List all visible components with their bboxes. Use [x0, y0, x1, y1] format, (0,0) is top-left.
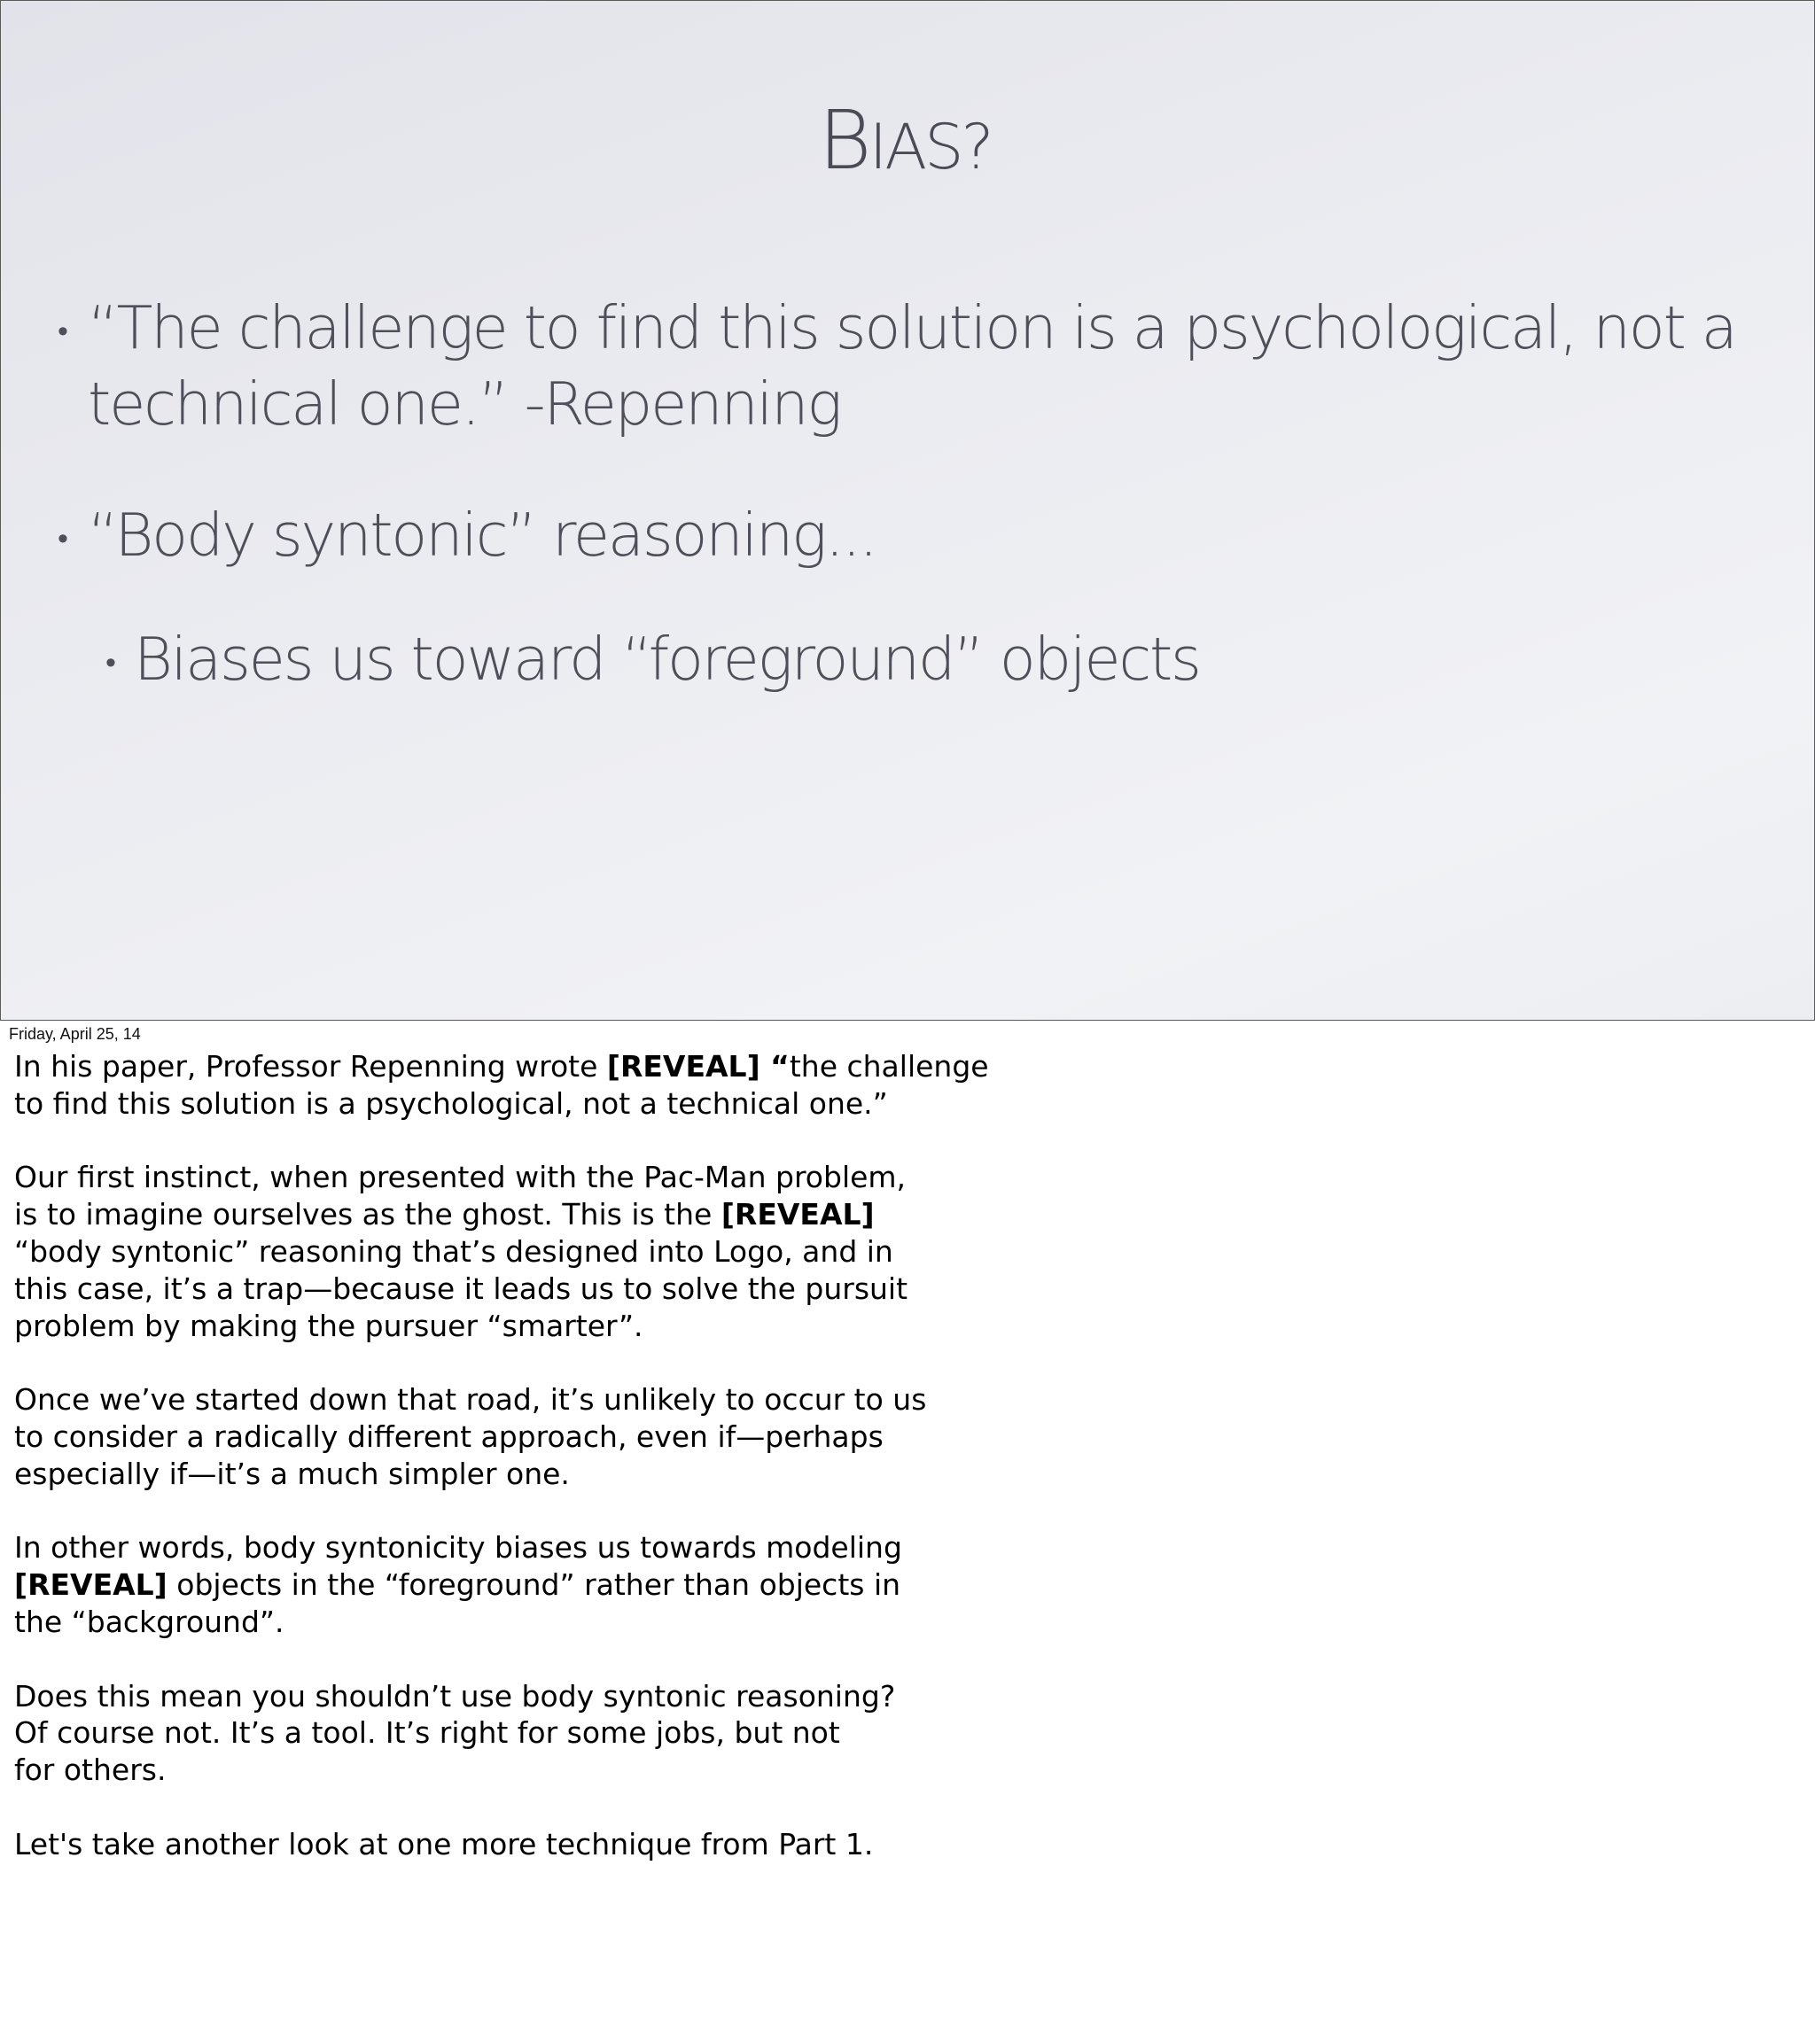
- bullet-dot-icon: •: [105, 645, 114, 680]
- slide-title-initial: B: [818, 93, 869, 188]
- slide-title: [0, 93, 1811, 188]
- reveal-marker: [REVEAL]: [721, 1197, 875, 1232]
- notes-paragraph: Does this mean you shouldn’t use body syntonic reasoning? Of course not. It’s a tool. It’s right for some jobs, but not for others.: [14, 1678, 896, 1788]
- notes-text: “body syntonic” reasoning that’s designed into Logo, and in this case, it’s a trap—because it leads us to solve the pursuit problem by making the pursuer “smarter”.: [14, 1233, 908, 1343]
- bullet-text: “Body syntonic” reasoning...: [88, 501, 876, 570]
- notes-paragraph: [14, 1529, 1078, 1640]
- bullet-item: [58, 497, 876, 573]
- reveal-marker: [REVEAL] “: [606, 1049, 790, 1084]
- bullet-dot-icon: •: [58, 521, 66, 556]
- notes-text: In other words, body syntonicity biases us towards modeling: [14, 1530, 902, 1566]
- notes-paragraph: [14, 1159, 1078, 1344]
- notes-text: objects in the “foreground” rather than objects in the “background”.: [14, 1567, 901, 1639]
- speaker-notes: [14, 1048, 1078, 1900]
- notes-paragraph: Once we’ve started down that road, it’s unlikely to occur to us to consider a radically different approach, even if—perhaps especially if—it’s a much simpler one.: [14, 1382, 927, 1491]
- bullet-dot-icon: •: [58, 314, 66, 349]
- notes-text: Our first instinct, when presented with the Pac-Man problem, is to imagine ourselves as the ghost. This is the: [14, 1160, 907, 1232]
- notes-text: the challenge to find this solution is a psychological, not a technical one.”: [14, 1049, 989, 1121]
- reveal-marker: [REVEAL]: [14, 1567, 167, 1603]
- bullet-text: “The challenge to find this solution is a psychological, not a technical one.” -Repenning: [88, 293, 1736, 439]
- notes-paragraph: [14, 1048, 1078, 1123]
- sub-bullet-item: [105, 621, 1200, 697]
- sub-bullet-text: Biases us toward “foreground” objects: [134, 625, 1200, 694]
- slide-title-rest: IAS?: [869, 111, 992, 183]
- date-stamp: Friday, April 25, 14: [9, 1025, 141, 1043]
- slide: [0, 0, 1815, 1021]
- notes-paragraph: Let's take another look at one more technique from Part 1.: [14, 1826, 874, 1861]
- bullet-item: [58, 290, 1736, 442]
- notes-text: In his paper, Professor Repenning wrote: [14, 1049, 607, 1084]
